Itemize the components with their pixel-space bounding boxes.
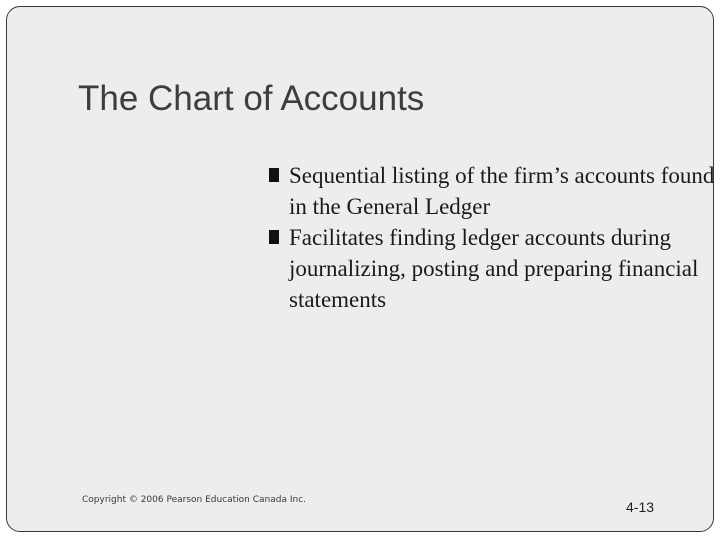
slide	[6, 6, 714, 532]
slide-title: The Chart of Accounts	[78, 79, 425, 118]
square-bullet-icon	[269, 168, 279, 182]
bullet-item	[269, 222, 719, 315]
bullet-list	[269, 160, 719, 315]
square-bullet-icon	[269, 230, 279, 244]
bullet-item	[269, 160, 719, 222]
bullet-text: Facilitates finding ledger accounts during journalizing, posting and preparing financial statements	[289, 225, 699, 312]
copyright-footer: Copyright © 2006 Pearson Education Canada Inc.	[82, 495, 307, 505]
bullet-text: Sequential listing of the firm’s accounts found in the General Ledger	[289, 163, 715, 219]
page-number: 4-13	[626, 499, 655, 515]
